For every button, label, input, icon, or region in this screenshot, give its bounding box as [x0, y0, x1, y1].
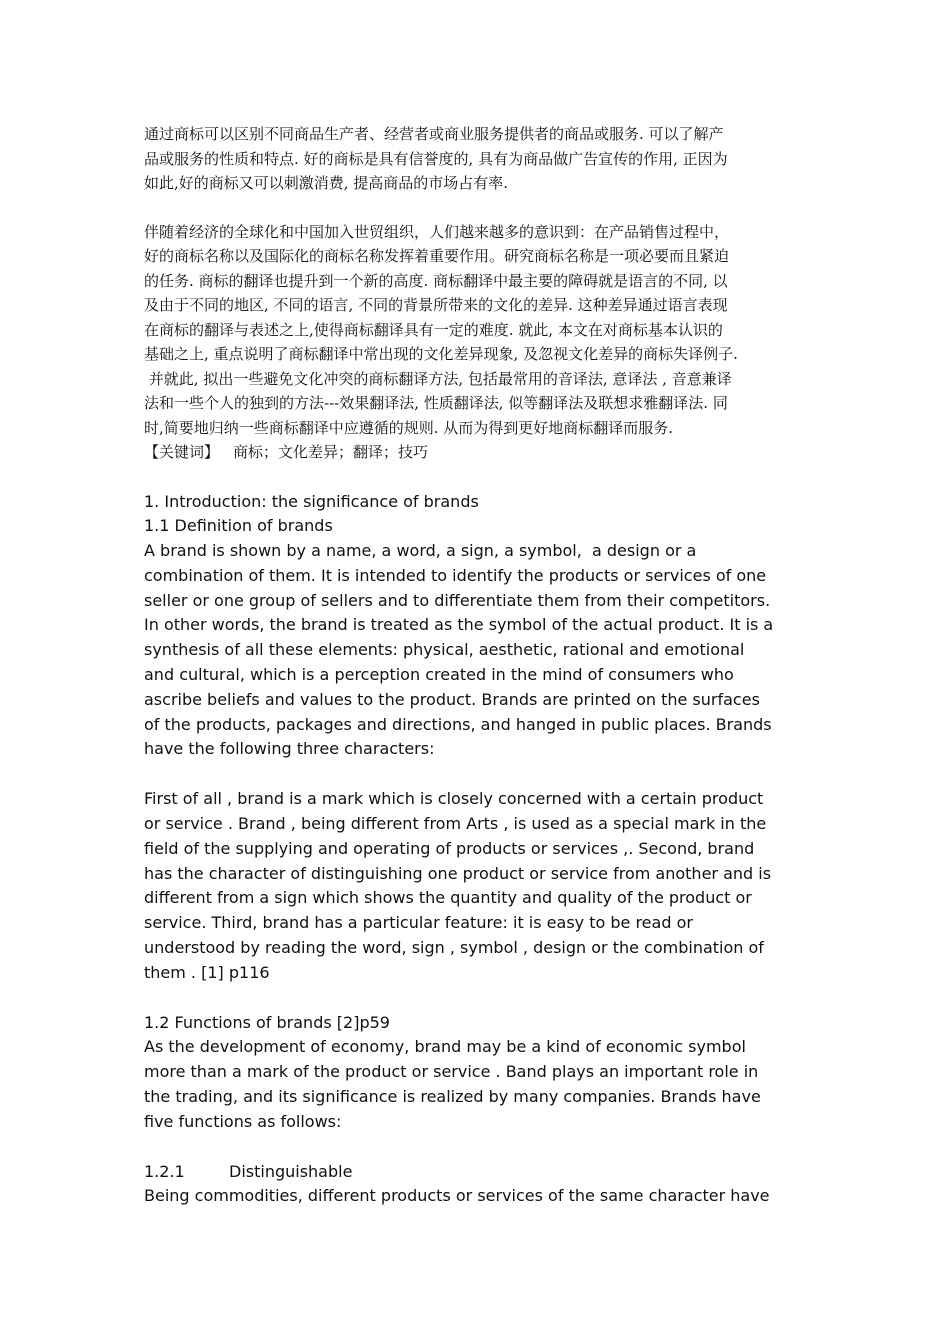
subsection-heading: 1.1 Definition of brands — [144, 516, 333, 536]
text-line: them . [1] p116 — [144, 962, 270, 982]
text-line: 在商标的翻译与表述之上,使得商标翻译具有一定的难度. 就此, 本文在对商标基本认识的 — [144, 320, 723, 339]
text-line: more than a mark of the product or service . Band plays an important role in — [144, 1062, 759, 1082]
subsection-heading: 1.2 Functions of brands [2]p59 — [144, 1012, 390, 1032]
document-page — [144, 122, 809, 1209]
section-heading: 1. Introduction: the significance of brands — [144, 491, 479, 511]
subsubsection-title: Distinguishable — [229, 1161, 353, 1181]
text-line: and cultural, which is a perception created in the mind of consumers who — [144, 665, 734, 685]
abstract-paragraph-1 — [144, 122, 809, 196]
text-line: has the character of distinguishing one product or service from another and is — [144, 863, 772, 883]
text-line: combination of them. It is intended to identify the products or services of one — [144, 565, 767, 585]
functions-paragraph — [144, 1035, 809, 1134]
text-line: As the development of economy, brand may be a kind of economic symbol — [144, 1037, 746, 1057]
definition-paragraph-1 — [144, 539, 809, 762]
distinguishable-paragraph — [144, 1184, 809, 1209]
text-line: of the products, packages and directions, and hanged in public places. Brands — [144, 714, 772, 734]
text-line: 时,简要地归纳一些商标翻译中应遵循的规则. 从而为得到更好地商标翻译而服务. — [144, 418, 674, 437]
text-line: seller or one group of sellers and to differentiate them from their competitors. — [144, 590, 771, 610]
text-line: 并就此, 拟出一些避免文化冲突的商标翻译方法, 包括最常用的音译法, 意译法 , 音意兼译 — [144, 369, 732, 388]
text-line: have the following three characters: — [144, 739, 435, 759]
text-line: 通过商标可以区别不同商品生产者、经营者或商业服务提供者的商品或服务. 可以了解产 — [144, 125, 724, 143]
text-line: 法和一些个人的独到的方法---效果翻译法, 性质翻译法, 似等翻译法及联想求雅翻译法. 同 — [144, 394, 728, 412]
text-line: understood by reading the word, sign , symbol , design or the combination of — [144, 938, 764, 958]
text-line: the trading, and its significance is realized by many companies. Brands have — [144, 1087, 761, 1107]
text-line: or service . Brand , being different from Arts , is used as a special mark in the — [144, 814, 767, 834]
text-line: 品或服务的性质和特点. 好的商标是具有信誉度的, 具有为商品做广告宣传的作用, 正因为 — [144, 149, 728, 168]
keywords-label: 【关键词】 — [144, 443, 220, 461]
text-line: 及由于不同的地区, 不同的语言, 不同的背景所带来的文化的差异. 这种差异通过语言表现 — [144, 296, 728, 314]
keywords-line — [144, 440, 809, 465]
text-line: synthesis of all these elements: physical, aesthetic, rational and emotional — [144, 640, 745, 660]
text-line: A brand is shown by a name, a word, a sign, a symbol, a design or a — [144, 541, 697, 561]
abstract-paragraph-2 — [144, 220, 809, 441]
text-line: service. Third, brand has a particular feature: it is easy to be read or — [144, 913, 693, 933]
text-line: Being commodities, different products or services of the same character have — [144, 1186, 770, 1206]
text-line: different from a sign which shows the quantity and quality of the product or — [144, 888, 752, 908]
text-line: 如此,好的商标又可以刺激消费, 提高商品的市场占有率. — [144, 174, 509, 192]
text-line: 基础之上, 重点说明了商标翻译中常出现的文化差异现象, 及忽视文化差异的商标失译例子. — [144, 345, 738, 363]
text-line: ascribe beliefs and values to the product. Brands are printed on the surfaces — [144, 689, 760, 709]
subsubsection-heading — [144, 1160, 809, 1185]
definition-paragraph-2 — [144, 787, 809, 985]
keywords-value: 商标；文化差异；翻译；技巧 — [233, 443, 429, 461]
text-line: 伴随着经济的全球化和中国加入世贸组织，人们越来越多的意识到：在产品销售过程中， — [144, 222, 730, 241]
text-line: In other words, the brand is treated as the symbol of the actual product. It is a — [144, 615, 774, 635]
text-line: First of all , brand is a mark which is closely concerned with a certain product — [144, 789, 764, 809]
text-line: 的任务. 商标的翻译也提升到一个新的高度. 商标翻译中最主要的障碍就是语言的不同, 以 — [144, 271, 728, 290]
text-line: 好的商标名称以及国际化的商标名称发挥着重要作用。研究商标名称是一项必要而且紧迫 — [144, 247, 730, 265]
text-line: field of the supplying and operating of products or services ,. Second, brand — [144, 838, 755, 858]
text-line: five functions as follows: — [144, 1111, 342, 1131]
subsubsection-number: 1.2.1 — [144, 1161, 185, 1181]
